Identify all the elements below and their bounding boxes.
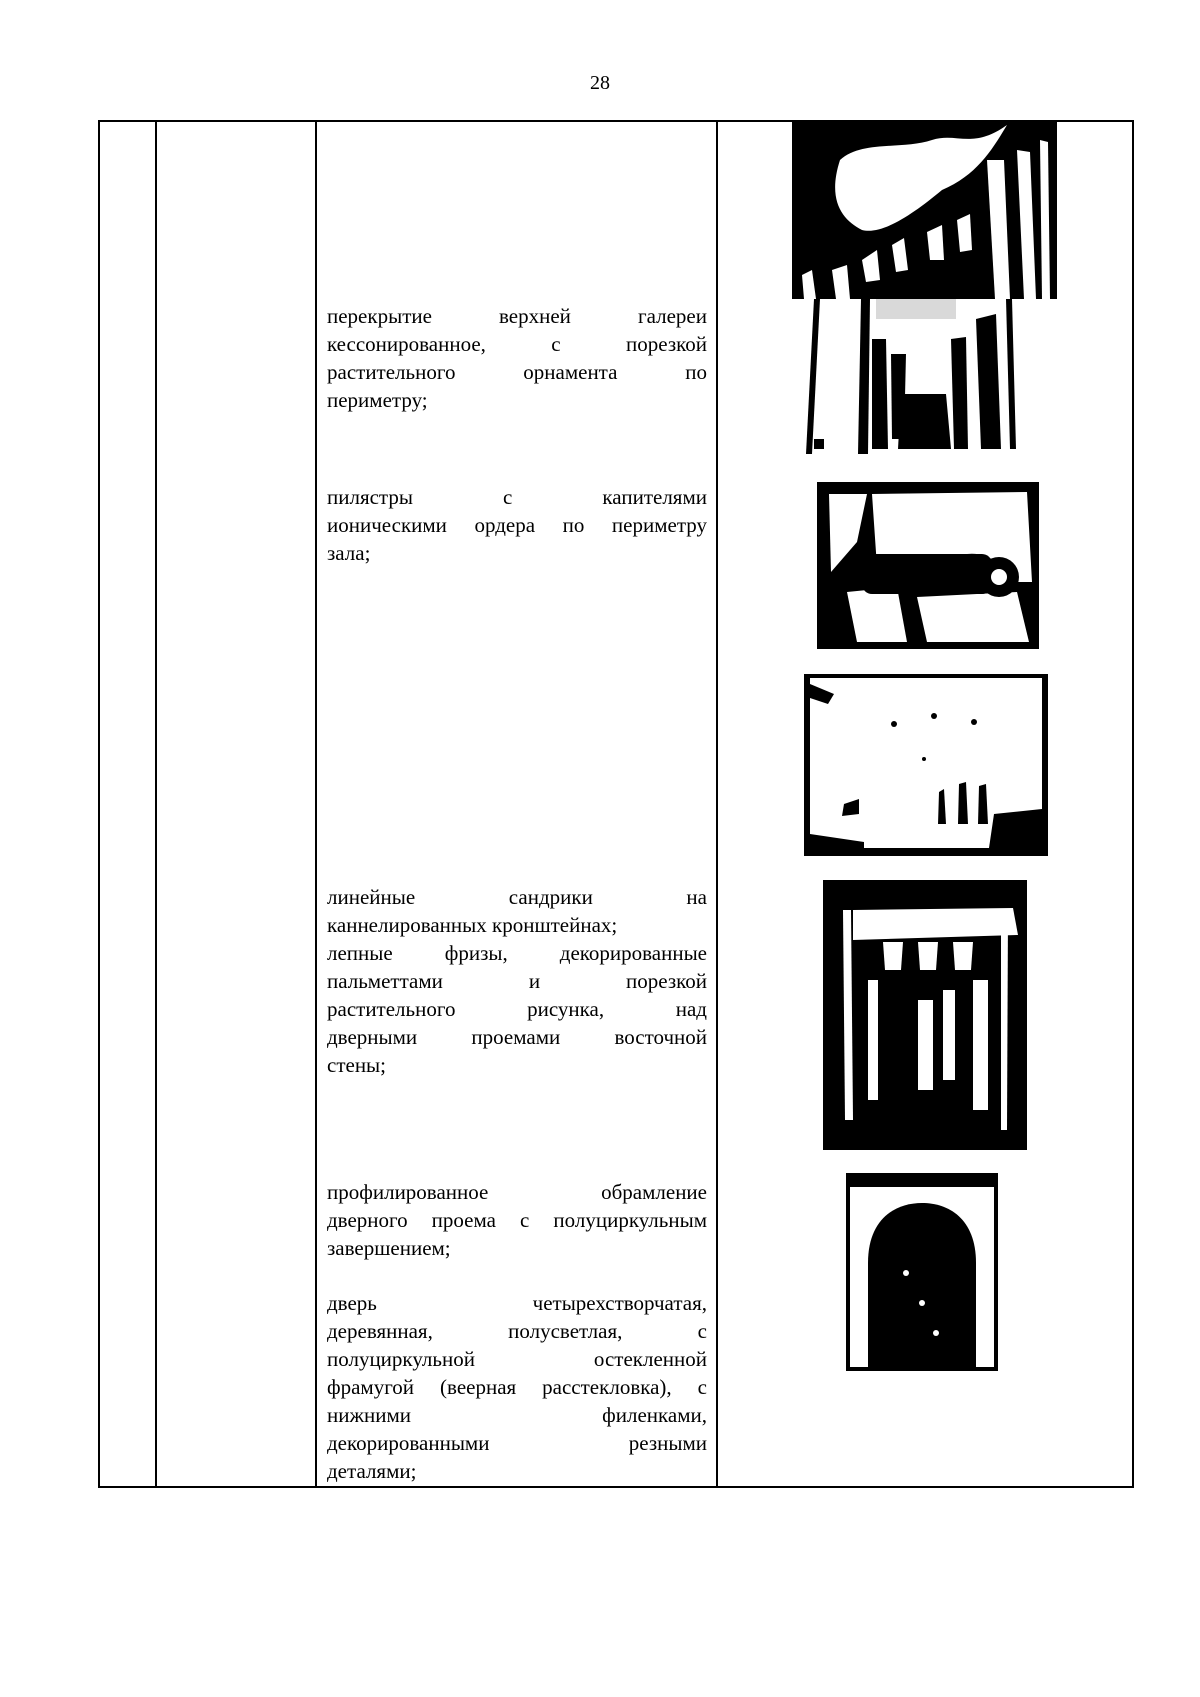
gallery-ceiling-photo	[792, 120, 1057, 299]
upper-gallery-photo	[806, 299, 1026, 454]
description-paragraph: перекрытие верхней галереи кессонированное, с порезкой растительного орнамента по периметру;	[327, 304, 707, 412]
page-number: 28	[590, 72, 610, 94]
table-bottom-border	[98, 1486, 1134, 1488]
ionic-capital-photo	[817, 482, 1039, 649]
table-column-border	[716, 120, 718, 1488]
description-paragraph: линейные сандрики на каннелированных кронштейнах; лепные фризы, декорированные пальметтами и порезкой растительного рисунка, над дверными проемами восточной стены;	[327, 885, 707, 1077]
door-sandriks-photo	[823, 880, 1027, 1150]
arched-door-photo	[846, 1173, 998, 1371]
table-column-border	[315, 120, 317, 1488]
description-paragraph: профилированное обрамление дверного проема с полуциркульным завершением;	[327, 1180, 707, 1260]
description-paragraph: пилястры с капителями ионическими ордера по периметру зала;	[327, 485, 707, 565]
table-column-border	[155, 120, 157, 1488]
table-column-border	[1132, 120, 1134, 1488]
description-paragraph: дверь четырехстворчатая, деревянная, полусветлая, с полуциркульной остекленной фрамугой (веерная расстекловка), с нижними филенками, декорированными резными деталями;	[327, 1291, 707, 1483]
table-column-border	[98, 120, 100, 1488]
hall-interior-photo	[804, 674, 1048, 856]
